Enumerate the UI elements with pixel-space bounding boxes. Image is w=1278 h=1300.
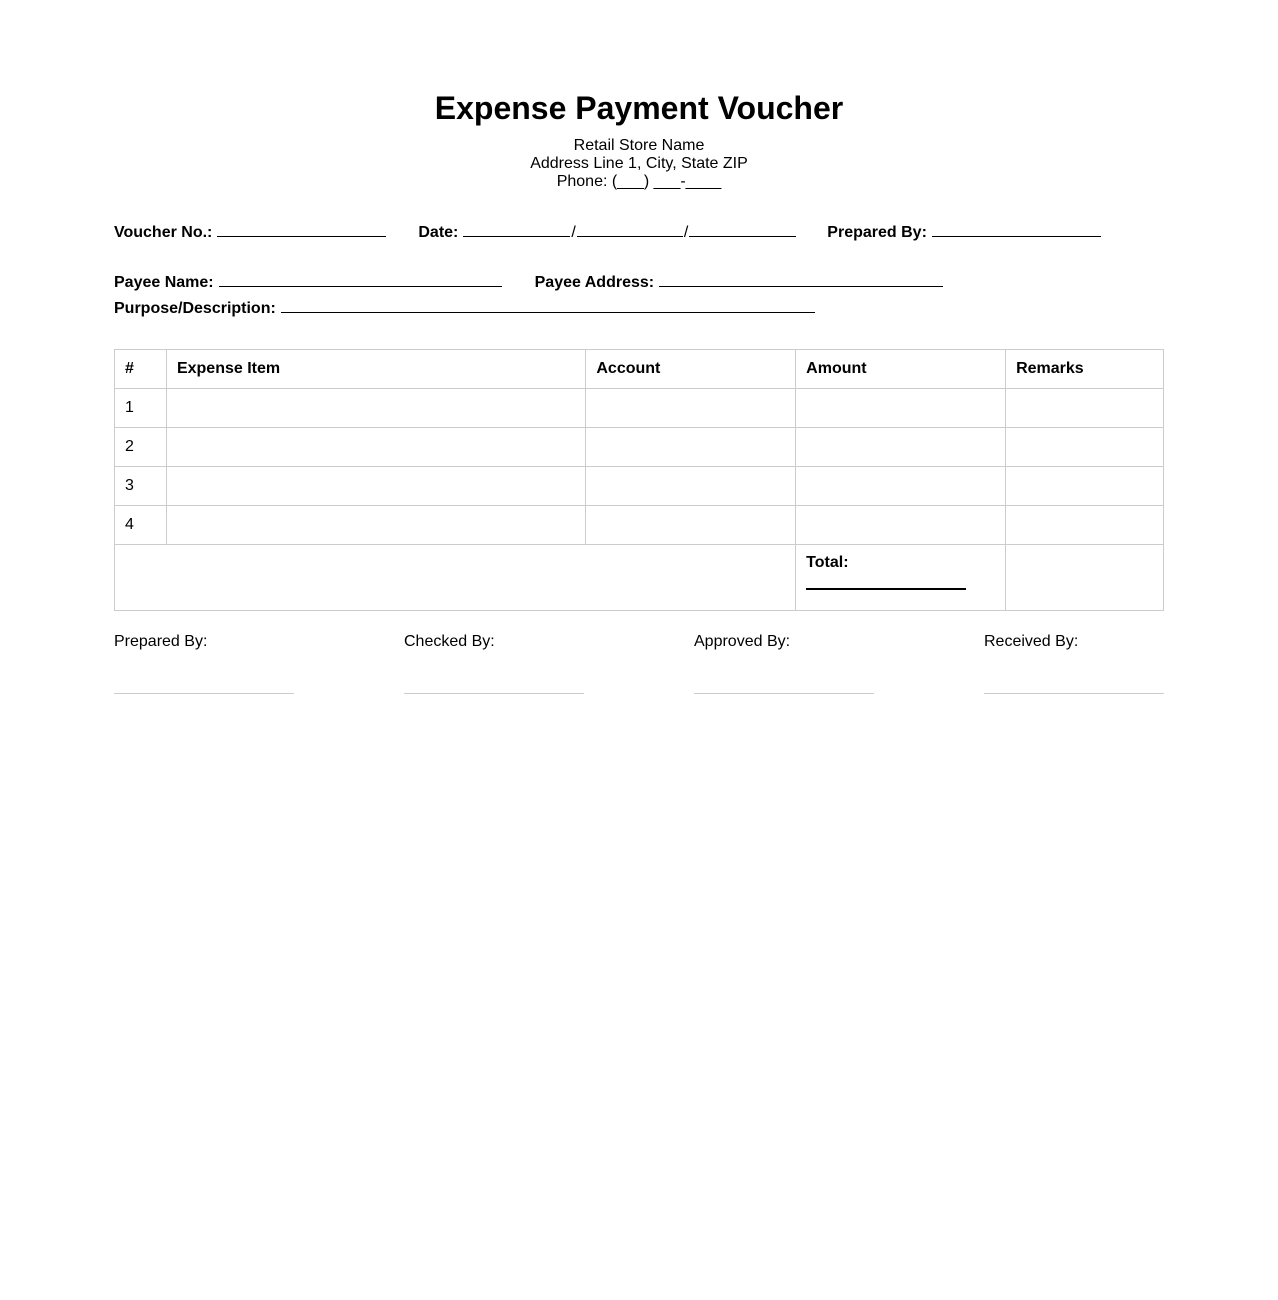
header-amount: Amount: [796, 350, 1006, 389]
expense-item-cell[interactable]: [166, 428, 585, 467]
remarks-cell[interactable]: [1006, 467, 1164, 506]
amount-cell[interactable]: [796, 506, 1006, 545]
total-cell: [796, 545, 1006, 611]
voucher-no-label: Voucher No.:: [114, 224, 213, 241]
payee-name-label: Payee Name:: [114, 274, 214, 291]
total-label: Total:: [806, 554, 849, 571]
expense-table: [114, 349, 1164, 611]
purpose-row: [114, 298, 815, 318]
prepared-by-field[interactable]: [932, 222, 1101, 237]
row-number: 4: [115, 506, 167, 545]
total-field[interactable]: [806, 588, 966, 590]
account-cell[interactable]: [586, 428, 796, 467]
total-spacer: [115, 545, 796, 611]
table-row: [115, 428, 1164, 467]
signature-label: Approved By:: [694, 633, 791, 650]
purpose-label: Purpose/Description:: [114, 300, 276, 317]
payee-address-field[interactable]: [659, 272, 943, 287]
voucher-no-field[interactable]: [217, 222, 386, 237]
payee-row: [114, 272, 943, 292]
signature-approved-by: [694, 633, 874, 694]
table-row: [115, 467, 1164, 506]
signature-label: Checked By:: [404, 633, 495, 650]
signature-line[interactable]: [694, 693, 874, 694]
date-year-field[interactable]: [689, 222, 796, 237]
account-cell[interactable]: [586, 506, 796, 545]
voucher-info-row: [114, 222, 1101, 242]
page-title: Expense Payment Voucher: [434, 90, 844, 126]
signature-label: Received By:: [984, 633, 1079, 650]
amount-cell[interactable]: [796, 389, 1006, 428]
purpose-field[interactable]: [281, 298, 815, 313]
date-day-field[interactable]: [577, 222, 683, 237]
row-number: 1: [115, 389, 167, 428]
payee-address-label: Payee Address:: [534, 274, 655, 291]
date-month-field[interactable]: [463, 222, 570, 237]
total-row: [115, 545, 1164, 611]
amount-cell[interactable]: [796, 428, 1006, 467]
store-name: Retail Store Name: [573, 137, 705, 154]
store-phone: Phone: (___) ___-____: [556, 173, 722, 190]
header-remarks: Remarks: [1006, 350, 1164, 389]
table-row: [115, 506, 1164, 545]
signature-checked-by: [404, 633, 584, 694]
header-account: Account: [586, 350, 796, 389]
date-label: Date:: [418, 224, 459, 241]
amount-cell[interactable]: [796, 467, 1006, 506]
account-cell[interactable]: [586, 389, 796, 428]
expense-item-cell[interactable]: [166, 389, 585, 428]
store-address: Address Line 1, City, State ZIP: [530, 155, 748, 172]
signature-line[interactable]: [114, 693, 294, 694]
payee-name-field[interactable]: [219, 272, 502, 287]
signature-received-by: [984, 633, 1164, 694]
remarks-cell[interactable]: [1006, 389, 1164, 428]
signature-prepared-by: [114, 633, 294, 694]
total-remarks-cell[interactable]: [1006, 545, 1164, 611]
expense-item-cell[interactable]: [166, 506, 585, 545]
signature-line[interactable]: [984, 693, 1164, 694]
header-number: #: [115, 350, 167, 389]
date-separator: /: [571, 224, 576, 241]
account-cell[interactable]: [586, 467, 796, 506]
date-separator: /: [683, 224, 689, 241]
signature-line[interactable]: [404, 693, 584, 694]
expense-item-cell[interactable]: [166, 467, 585, 506]
header-expense-item: Expense Item: [166, 350, 585, 389]
remarks-cell[interactable]: [1006, 506, 1164, 545]
prepared-by-label: Prepared By:: [827, 224, 927, 241]
signature-label: Prepared By:: [114, 633, 208, 650]
row-number: 3: [115, 467, 167, 506]
remarks-cell[interactable]: [1006, 428, 1164, 467]
table-header-row: [115, 350, 1164, 389]
table-row: [115, 389, 1164, 428]
row-number: 2: [115, 428, 167, 467]
